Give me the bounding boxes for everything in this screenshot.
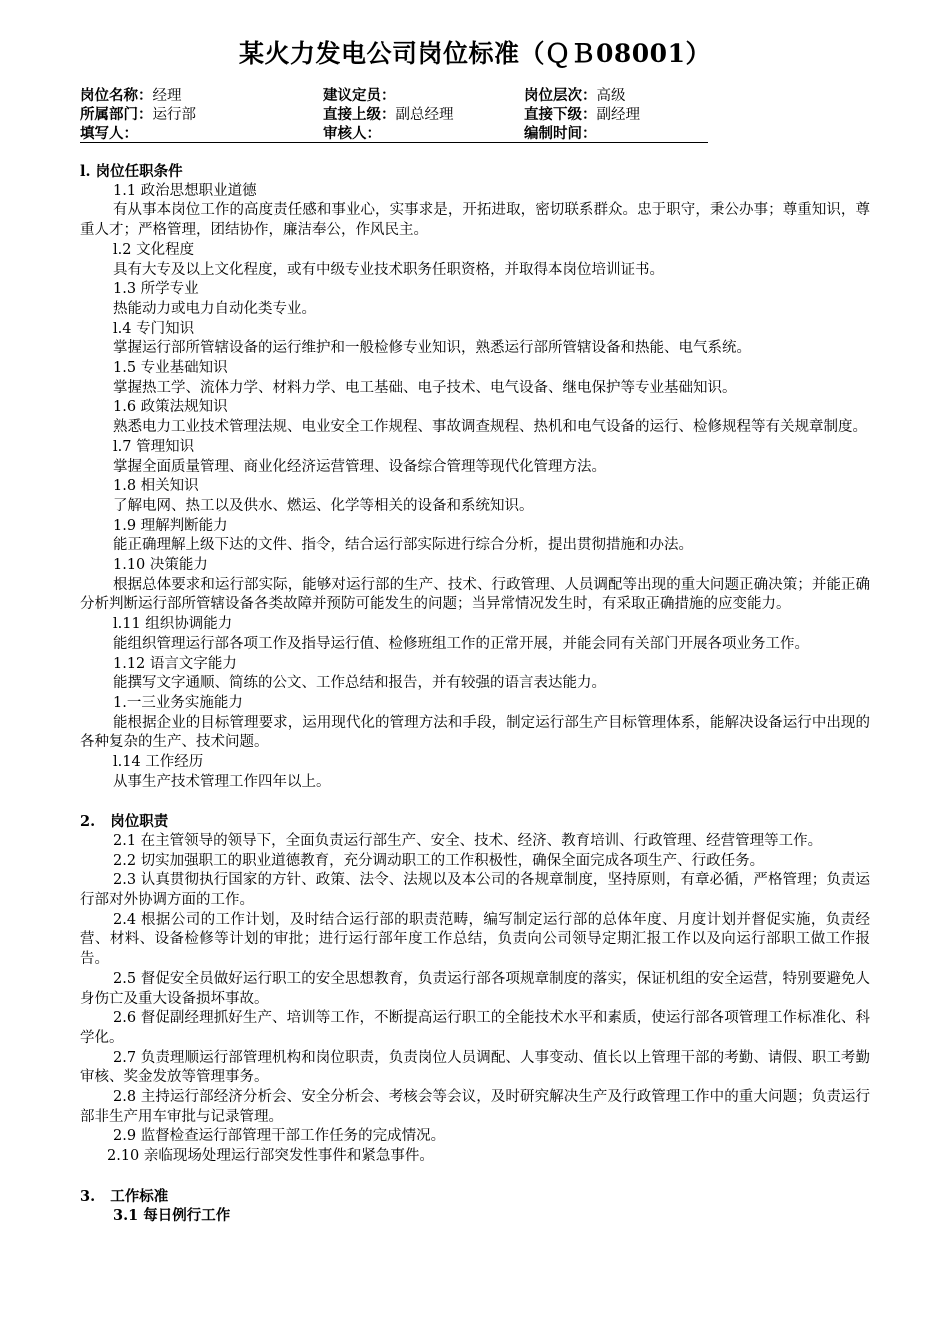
header-divider [80,142,708,143]
subsection-title: l.2 文化程度 [113,241,195,258]
subsection-title: 1.一三业务实施能力 [113,694,243,711]
header-level [524,86,626,106]
paragraph: 掌握热工学、流体力学、材料力学、电工基础、电子技术、电气设备、继电保护等专业基础知识。 [113,379,737,396]
header-value: 副经理 [596,107,640,123]
subsection-title: 1.12 语言文字能力 [113,655,237,672]
header-value: 经理 [152,88,182,104]
subsection-title: 1.8 相关知识 [113,478,199,495]
paragraph: 熟悉电力工业技术管理法规、电业安全工作规程、事故调查规程、热机和电气设备的运行、检修规程等有关规章制度。 [113,419,867,436]
subsection-title: 3.1 每日例行工作 [113,1207,231,1225]
subsection-title: 1.5 专业基础知识 [113,360,228,377]
paragraph: 热能动力或电力自动化类专业。 [113,300,316,317]
header-label: 建议定员： [323,87,396,104]
document-title: 某火力发电公司岗位标准（ＱＢ08001） [239,39,711,68]
paragraph: 能根据企业的目标管理要求，运用现代化的管理方法和手段，制定运行部生产目标管理体系，能解决设备运行中出现的各种复杂的生产、技术问题。 [80,714,870,751]
subsection-title: 1.6 政策法规知识 [113,399,228,416]
subsection-title: l.11 组织协调能力 [113,616,233,633]
section-heading: l. 岗位任职条件 [80,163,183,180]
duty-item: 2.9 监督检查运行部管理干部工作任务的完成情况。 [113,1128,446,1145]
header-label: 审核人： [323,125,381,142]
duty-item: 2.8 主持运行部经济分析会、安全分析会、考核会等会议，及时研究解决生产及行政管理工作中的重大问题；负责运行部非生产用车审批与记录管理。 [80,1089,870,1125]
subsection-title: l.4 专门知识 [113,320,195,337]
header-department [80,105,196,125]
header-reviewer [323,124,381,144]
duty-item: 2.3 认真贯彻执行国家的方针、政策、法令、法规以及本公司的各规章制度，坚持原则，有章必循，严格管理；负责运行部对外协调方面的工作。 [80,872,870,908]
duty-item: 2.2 切实加强职工的职业道德教育，充分调动职工的工作积极性，确保全面完成各项生产、行政任务。 [113,852,765,869]
subsection-title: 1.9 理解判断能力 [113,517,228,534]
paragraph: 根据总体要求和运行部实际，能够对运行部的生产、技术、行政管理、人员调配等出现的重大问题正确决策；并能正确分析判断运行部所管辖设备各类故障并预防可能发生的问题；当异常情况发生时，有采取正确措施的应变能力。 [80,576,870,613]
section-heading: 2. 岗位职责 [80,813,169,831]
header-label: 岗位名称： [80,87,153,104]
paragraph: 能撰写文字通顺、简练的公文、工作总结和报告，并有较强的语言表达能力。 [113,675,606,692]
header-value: 高级 [596,88,626,104]
subsection-title: 1.10 决策能力 [113,557,208,574]
header-subordinate [524,105,640,125]
section-heading: 3. 工作标准 [80,1187,169,1205]
duty-item: 2.5 督促安全员做好运行职工的安全思想教育，负责运行部各项规章制度的落实，保证机组的安全运营，特别要避免人身伤亡及重大设备损坏事故。 [80,970,870,1007]
header-superior [323,105,454,125]
paragraph: 了解电网、热工以及供水、燃运、化学等相关的设备和系统知识。 [113,497,534,514]
duty-item: 2.6 督促副经理抓好生产、培训等工作，不断提高运行职工的全能技术水平和素质，使运行部各项管理工作标准化、科学化。 [80,1010,870,1046]
duty-item: 2.1 在主管领导的领导下，全面负责运行部生产、安全、技术、经济、教育培训、行政管理、经营管理等工作。 [113,832,823,849]
header-label: 所属部门： [80,106,153,123]
header-date [524,124,597,144]
subsection-title: 1.3 所学专业 [113,281,199,298]
document-body [80,162,870,1226]
header-position-name [80,86,182,106]
header-value: 副总经理 [395,107,454,123]
header-label: 编制时间： [524,125,597,142]
paragraph: 具有大专及以上文化程度，或有中级专业技术职务任职资格，并取得本岗位培训证书。 [113,261,664,278]
duty-item: 2.4 根据公司的工作计划，及时结合运行部的职责范畴，编写制定运行部的总体年度、月度计划并督促实施，负责经营、材料、设备检修等计划的审批；进行运行部年度工作总结，负责向公司领导定期汇报工作以及向运行部职工做工作报告。 [80,911,870,968]
subsection-title: 1.1 政治思想职业道德 [113,182,257,199]
header-staffing [323,86,396,106]
paragraph: 从事生产技术管理工作四年以上。 [113,773,331,790]
paragraph: 掌握运行部所管辖设备的运行维护和一般检修专业知识，熟悉运行部所管辖设备和热能、电气系统。 [113,340,751,357]
header-filler [80,124,138,144]
header-label: 直接上级： [323,106,396,123]
header-label: 岗位层次： [524,87,597,104]
duty-item: 2.10 亲临现场处理运行部突发性事件和紧急事件。 [107,1148,434,1165]
subsection-title: l.7 管理知识 [113,438,195,455]
paragraph: 掌握全面质量管理、商业化经济运营管理、设备综合管理等现代化管理方法。 [113,458,606,475]
header-label: 填写人： [80,125,138,142]
paragraph: 能正确理解上级下达的文件、指令，结合运行部实际进行综合分析，提出贯彻措施和办法。 [113,537,693,554]
paragraph: 能组织管理运行部各项工作及指导运行值、检修班组工作的正常开展，并能会同有关部门开展各项业务工作。 [113,635,809,652]
header-label: 直接下级： [524,106,597,123]
duty-item: 2.7 负责理顺运行部管理机构和岗位职责，负责岗位人员调配、人事变动、值长以上管理干部的考勤、请假、职工考勤审核、奖金发放等管理事务。 [80,1049,870,1086]
header-value: 运行部 [152,107,196,123]
subsection-title: l.14 工作经历 [113,754,204,771]
paragraph: 有从事本岗位工作的高度责任感和事业心，实事求是，开拓进取，密切联系群众。忠于职守，秉公办事；尊重知识，尊重人才；严格管理，团结协作，廉洁奉公，作风民主。 [80,202,870,239]
